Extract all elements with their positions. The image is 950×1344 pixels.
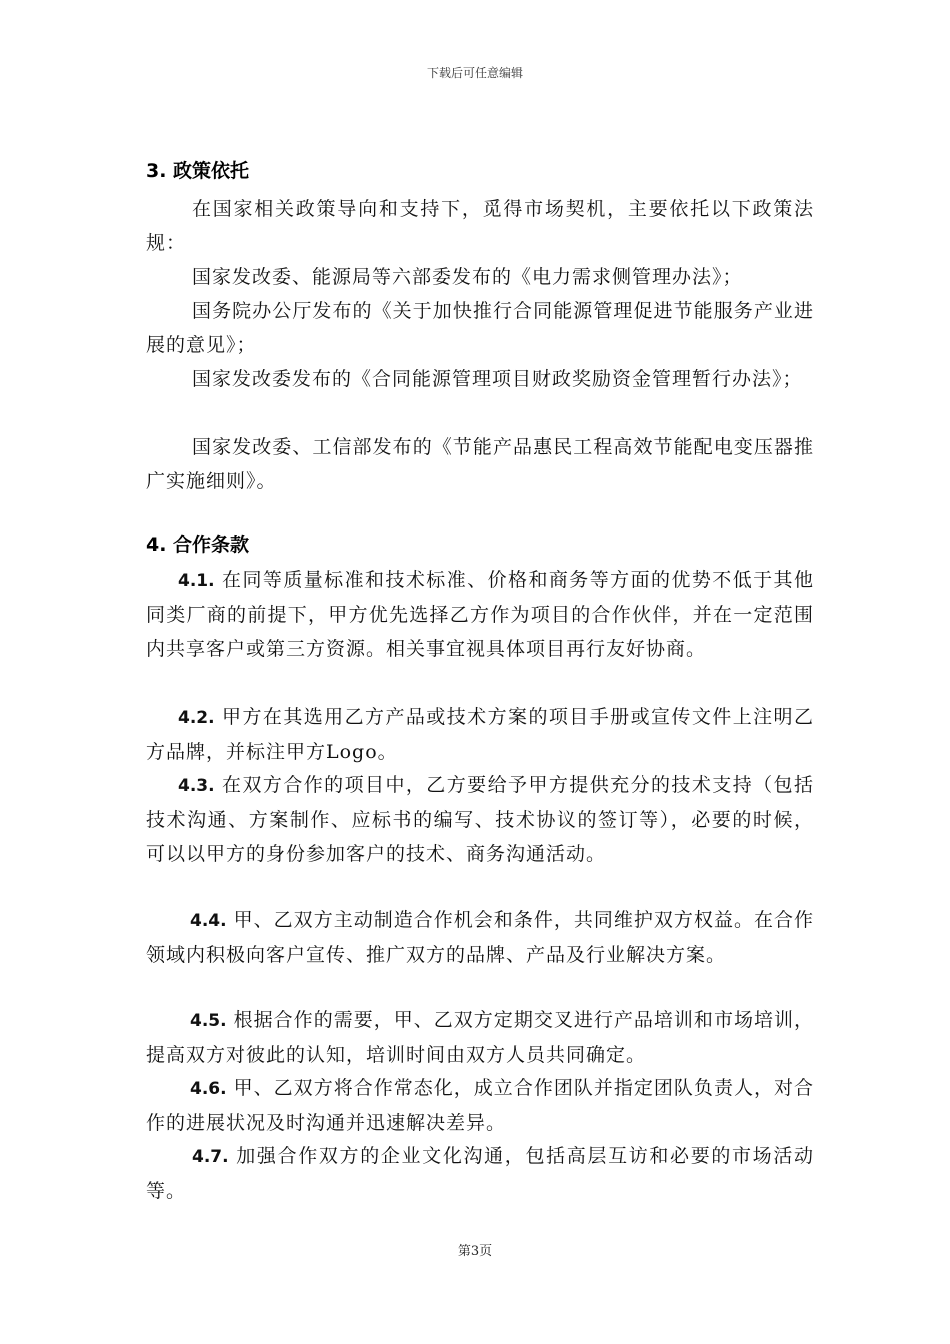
- page-number: 第3页: [457, 1244, 493, 1259]
- clause: [146, 768, 814, 871]
- clause-number: 4.2.: [178, 708, 215, 728]
- clause: [146, 903, 814, 972]
- section-3-title: 3. 政策依托: [146, 160, 250, 182]
- policy-item: 国家发改委发布的《合同能源管理项目财政奖励资金管理暂行办法》；: [192, 368, 803, 390]
- clause-number: 4.7.: [192, 1147, 229, 1167]
- clause: [146, 700, 814, 769]
- clause-text: 根据合作的需要，甲、乙双方定期交叉进行产品培训和市场培训，提高双方对彼此的认知，培训时间由双方人员共同确定。: [146, 1009, 814, 1066]
- clause-text: 加强合作双方的企业文化沟通，包括高层互访和必要的市场活动等。: [146, 1145, 814, 1202]
- policy-item: 国家发改委、能源局等六部委发布的《电力需求侧管理办法》；: [192, 266, 743, 288]
- clause-number: 4.6.: [190, 1079, 227, 1099]
- policy-item: 国务院办公厅发布的《关于加快推行合同能源管理促进节能服务产业进展的意见》；: [146, 300, 814, 356]
- clause: [146, 1139, 814, 1208]
- clause: [146, 563, 814, 666]
- clause-text: 在双方合作的项目中，乙方要给予甲方提供充分的技术支持（包括技术沟通、方案制作、应标书的编写、技术协议的签订等），必要的时候，可以以甲方的身份参加客户的技术、商务沟通活动。: [146, 774, 814, 865]
- clause: [146, 1003, 814, 1072]
- section-3-intro: 在国家相关政策导向和支持下，觅得市场契机，主要依托以下政策法规：: [146, 198, 814, 254]
- page-header: 下载后可任意编辑: [426, 66, 523, 80]
- clause-text: 甲、乙双方将合作常态化，成立合作团队并指定团队负责人，对合作的进展状况及时沟通并迅速解决差异。: [146, 1077, 814, 1134]
- clause-number: 4.1.: [178, 571, 215, 591]
- policy-item: 国家发改委、工信部发布的《节能产品惠民工程高效节能配电变压器推广实施细则》。: [146, 436, 814, 492]
- clause-number: 4.4.: [190, 911, 227, 931]
- clause-number: 4.5.: [190, 1011, 227, 1031]
- section-4-title: 4. 合作条款: [146, 534, 250, 556]
- clause-number: 4.3.: [178, 776, 215, 796]
- clause: [146, 1071, 814, 1140]
- clause-text: 甲、乙双方主动制造合作机会和条件，共同维护双方权益。在合作领域内积极向客户宣传、推广双方的品牌、产品及行业解决方案。: [146, 909, 814, 966]
- clause-text: 在同等质量标准和技术标准、价格和商务等方面的优势不低于其他同类厂商的前提下，甲方优先选择乙方作为项目的合作伙伴，并在一定范围内共享客户或第三方资源。相关事宜视具体项目再行友好协商。: [146, 569, 814, 660]
- clause-text: 甲方在其选用乙方产品或技术方案的项目手册或宣传文件上注明乙方品牌，并标注甲方Logo。: [146, 706, 814, 763]
